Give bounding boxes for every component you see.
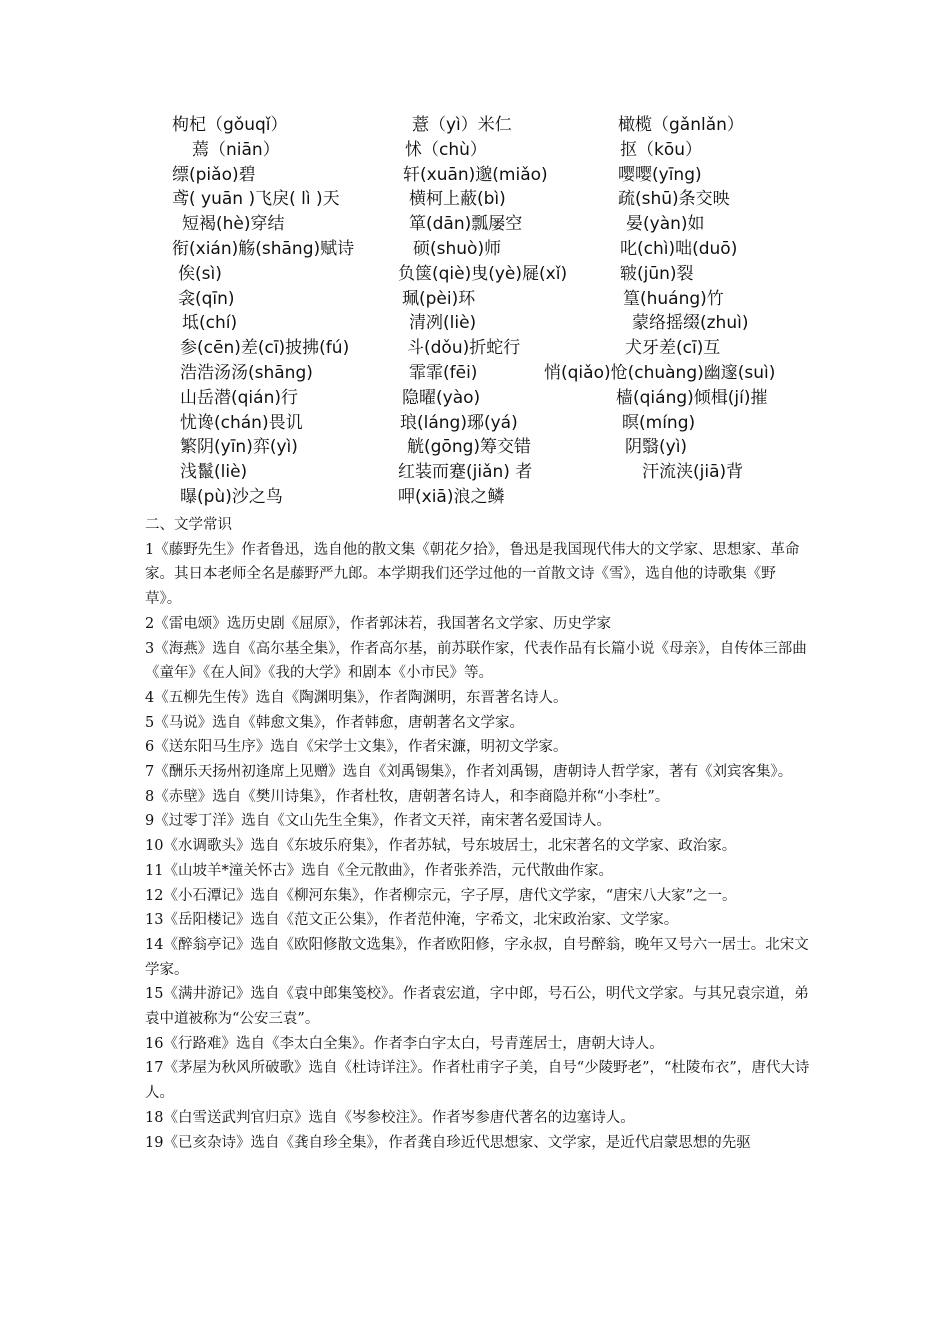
vocab-row <box>0 287 950 312</box>
vocab-item: 抠（kōu） <box>620 139 703 160</box>
vocab-row <box>0 386 950 411</box>
vocab-item: 参(cēn)差(cī)披拂(fú) <box>180 338 350 359</box>
vocab-item: 觥(gōng)筹交错 <box>407 437 532 458</box>
vocab-item: 轩(xuān)邈(miǎo) <box>403 164 548 185</box>
vocab-item: 斗(dǒu)折蛇行 <box>407 338 521 359</box>
vocab-item: 负箧(qiè)曳(yè)屣(xǐ) <box>398 263 568 284</box>
vocab-item: 樯(qiáng)倾楫(jí)摧 <box>616 387 768 408</box>
vocab-item: 怵（chù） <box>405 139 487 160</box>
literature-item: 7《酬乐天扬州初逢席上见赠》选自《刘禹锡集》，作者刘禹锡，唐朝诗人哲学家，著有《刘宾客集》。 <box>145 764 793 781</box>
vocab-item: 硕(shuò)师 <box>413 238 502 259</box>
vocab-item: 橄榄（gǎnlǎn） <box>618 115 744 135</box>
vocab-item: 山岳潜(qián)行 <box>180 387 298 408</box>
vocab-item: 鸢( yuān )飞戾( lì )天 <box>172 189 340 210</box>
vocab-item: 篁(huáng)竹 <box>623 288 724 309</box>
vocab-row <box>0 435 950 460</box>
vocab-item: 嘤嘤(yīng) <box>618 164 702 185</box>
vocab-item: 呷(xiā)浪之鳞 <box>398 486 505 507</box>
literature-item: 9《过零丁洋》选自《文山先生全集》，作者文天祥，南宋著名爱国诗人。 <box>145 813 611 830</box>
vocab-row <box>0 485 950 510</box>
vocab-item: 蒙络摇缀(zhuì) <box>632 313 749 334</box>
literature-item: 18《白雪送武判官归京》选自《岑参校注》。作者岑参唐代著名的边塞诗人。 <box>145 1109 635 1126</box>
vocab-item: 暝(míng) <box>622 412 696 433</box>
vocab-item: 横柯上蔽(bì) <box>409 189 506 210</box>
literature-list <box>145 538 810 1156</box>
vocab-item: 隐曜(yào) <box>402 387 481 408</box>
vocab-item: 浅鬣(liè) <box>180 462 248 483</box>
literature-item: 11《山坡羊*潼关怀古》选自《全元散曲》，作者张养浩，元代散曲作家。 <box>145 862 613 879</box>
vocab-item: 皲(jūn)裂 <box>620 263 694 284</box>
vocab-item: 曝(pù)沙之鸟 <box>180 486 283 507</box>
vocab-row <box>0 138 950 163</box>
vocab-item: 清冽(liè) <box>409 313 477 334</box>
vocab-item: 浩浩汤汤(shāng) <box>180 362 313 383</box>
literature-item: 16《行路难》选自《李太白全集》。作者李白字太白，号青莲居士，唐朝大诗人。 <box>145 1035 664 1052</box>
literature-item: 2《雷电颂》选历史剧《屈原》，作者郭沫若，我国著名文学家、历史学家 <box>145 615 611 632</box>
literature-item: 12《小石潭记》选自《柳河东集》，作者柳宗元，字子厚，唐代文学家，“唐宋八大家”之一。 <box>145 887 737 904</box>
vocab-item: 琅(láng)琊(yá) <box>400 412 518 433</box>
vocab-item: 汗流浃(jiā)背 <box>642 462 744 483</box>
vocab-item: 衾(qīn) <box>178 288 235 309</box>
vocab-row <box>0 163 950 188</box>
vocab-row <box>0 411 950 436</box>
vocab-item: 繁阴(yīn)弈(yì) <box>180 437 298 458</box>
literature-item: 13《岳阳楼记》选自《范文正公集》，作者范仲淹，字希文，北宋政治家、文学家。 <box>145 912 679 929</box>
vocab-row <box>0 212 950 237</box>
literature-item: 17《茅屋为秋风所破歌》选自《杜诗详注》。作者杜甫字子美，自号“少陵野老”，“杜陵布衣”，唐代大诗人。 <box>145 1060 810 1102</box>
vocab-item: 阴翳(yì) <box>625 437 688 458</box>
vocab-row <box>0 113 950 138</box>
vocab-row <box>0 460 950 485</box>
vocab-item: 箪(dān)瓢屡空 <box>409 214 523 235</box>
vocab-item: 蔫（niān） <box>192 139 280 160</box>
vocab-row <box>0 187 950 212</box>
vocab-item: 悄(qiǎo)怆(chuàng)幽邃(suì) <box>544 362 776 383</box>
vocab-item: 薏（yì）米仁 <box>412 115 512 135</box>
vocab-item: 短褐(hè)穿结 <box>182 214 285 235</box>
literature-item: 15《满井游记》选自《袁中郎集笺校》。作者袁宏道，字中郎，号石公，明代文学家。与其兄袁宗道，弟袁中道被称为“公安三袁”。 <box>145 986 809 1028</box>
vocab-row <box>0 237 950 262</box>
literature-item: 10《水调歌头》选自《东坡乐府集》，作者苏轼，号东坡居士，北宋著名的文学家、政治家。 <box>145 838 737 855</box>
vocab-item: 忧谗(chán)畏讥 <box>180 412 303 433</box>
vocab-item: 疏(shū)条交映 <box>618 189 730 210</box>
vocab-item: 枸杞（gǒuqǐ） <box>172 115 288 135</box>
literature-item: 5《马说》选自《韩愈文集》，作者韩愈，唐朝著名文学家。 <box>145 714 524 731</box>
vocab-item: 缥(piǎo)碧 <box>172 164 256 185</box>
vocab-item: 霏霏(fēi) <box>409 362 478 383</box>
vocab-row <box>0 361 950 386</box>
literature-item: 14《醉翁亭记》选自《欧阳修散文选集》，作者欧阳修，字永叔，自号醉翁，晚年又号六一居士。北宋文学家。 <box>145 936 809 978</box>
vocab-item: 坻(chí) <box>182 313 238 334</box>
vocab-item: 叱(chì)咄(duō) <box>620 238 738 259</box>
literature-item: 3《海燕》选自《高尔基全集》，作者高尔基，前苏联作家，代表作品有长篇小说《母亲》，自传体三部曲《童年》《在人间》《我的大学》和剧本《小市民》等。 <box>145 640 807 682</box>
literature-item: 1《藤野先生》作者鲁迅，选自他的散文集《朝花夕拾》，鲁迅是我国现代伟大的文学家、思想家、革命家。其日本老师全名是藤野严九郎。本学期我们还学过他的一首散文诗《雪》，选自他的诗歌集《野草》。 <box>145 541 800 608</box>
vocab-item: 珮(pèi)环 <box>402 288 476 309</box>
vocab-item: 红装而蹇(jiǎn) 者 <box>398 462 533 483</box>
vocab-row <box>0 311 950 336</box>
vocab-item: 晏(yàn)如 <box>626 214 705 235</box>
literature-item: 4《五柳先生传》选自《陶渊明集》，作者陶渊明，东晋著名诗人。 <box>145 689 568 706</box>
vocab-row <box>0 336 950 361</box>
vocab-item: 犬牙差(cī)互 <box>625 338 721 359</box>
vocab-item: 俟(sì) <box>178 263 222 284</box>
literature-section <box>145 513 810 1155</box>
vocab-row <box>0 262 950 287</box>
literature-item: 8《赤壁》选自《樊川诗集》，作者杜牧，唐朝著名诗人，和李商隐并称“小李杜”。 <box>145 788 670 805</box>
literature-item: 6《送东阳马生序》选自《宋学士文集》，作者宋濂，明初文学家。 <box>145 739 568 756</box>
pronunciation-table <box>0 113 950 510</box>
section-title: 二、文学常识 <box>145 517 232 533</box>
literature-item: 19《已亥杂诗》选自《龚自珍全集》，作者龚自珍近代思想家、文学家，是近代启蒙思想的先驱 <box>145 1134 751 1151</box>
vocab-item: 衔(xián)觞(shāng)赋诗 <box>172 238 355 259</box>
